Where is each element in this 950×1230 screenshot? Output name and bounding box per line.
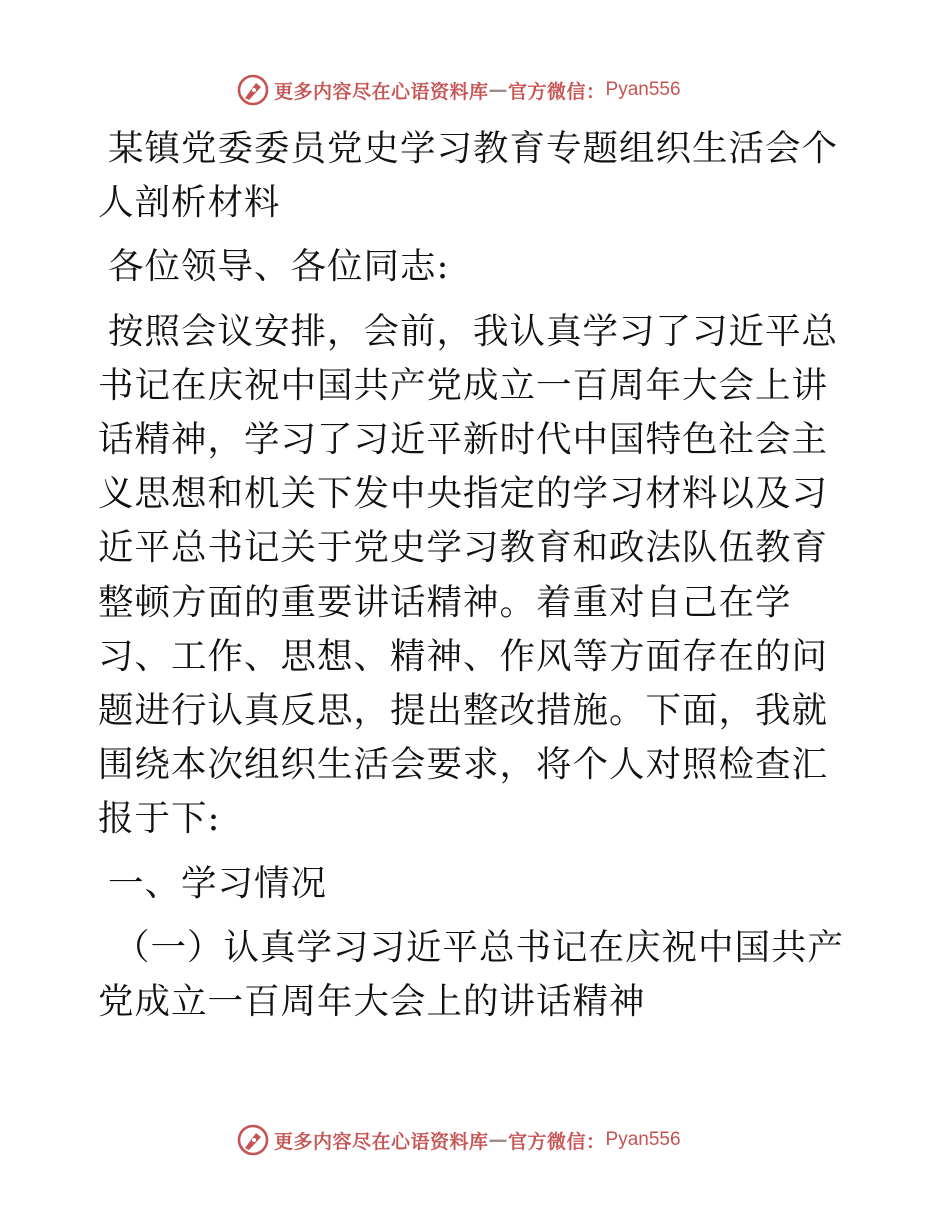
pen-nib-logo-icon: [236, 1123, 270, 1157]
watermark-wechat-id: Pyan556: [605, 79, 681, 100]
watermark-wechat-label: 官方微信：: [508, 1130, 606, 1153]
document-title: 某镇党委委员党史学习教育专题组织生活会个人剖析材料: [98, 128, 839, 224]
watermark-slogan: 更多内容尽在心语资料库: [274, 80, 489, 103]
footer-watermark: [236, 1122, 681, 1158]
pen-nib-logo-icon: [236, 73, 270, 107]
watermark-separator: —: [488, 1129, 509, 1151]
intro-paragraph: 按照会议安排，会前，我认真学习了习近平总书记在庆祝中国共产党成立一百周年大会上讲话精神，学习了习近平新时代中国特色社会主义思想和机关下发中央指定的学习材料以及习近平总书记关于党史学习教育和政法队伍教育整顿方面的重要讲话精神。着重对自己在学习、工作、思想、精神、作风等方面存在的问题进行认真反思，提出整改措施。下面，我就围绕本次组织生活会要求，将个人对照检查汇报于下:: [98, 310, 839, 840]
greeting: 各位领导、各位同志:: [108, 246, 450, 288]
header-watermark: [236, 72, 681, 108]
watermark-wechat-label: 官方微信：: [508, 80, 606, 103]
watermark-separator: —: [488, 79, 509, 101]
document-body: [98, 122, 854, 1029]
subsection-heading: （一）认真学习习近平总书记在庆祝中国共产党成立一百周年大会上的讲话精神: [98, 926, 845, 1023]
watermark-wechat-id: Pyan556: [605, 1129, 681, 1150]
section-heading: 一、学习情况: [108, 862, 328, 904]
watermark-slogan: 更多内容尽在心语资料库: [274, 1130, 489, 1153]
